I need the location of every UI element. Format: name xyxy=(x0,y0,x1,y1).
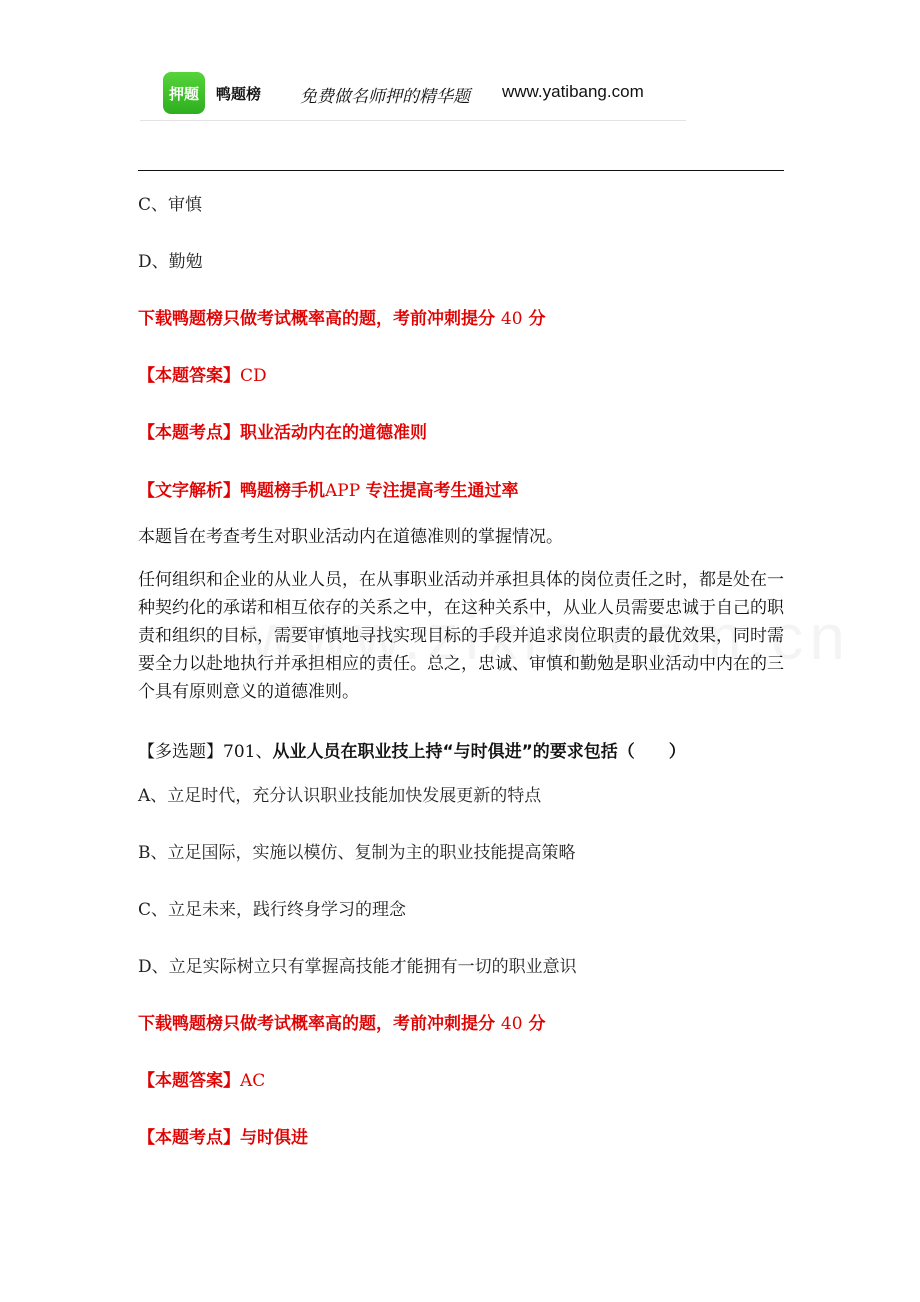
answer-value: AC xyxy=(240,1071,266,1091)
analysis-app: APP xyxy=(325,481,361,501)
promo-number: 40 xyxy=(500,309,523,329)
question-number: 701、 xyxy=(223,742,273,762)
q700-option-c xyxy=(138,194,202,216)
logo-name: 鸭题榜 xyxy=(216,85,262,103)
option-text: 立足国际，实施以模仿、复制为主的职业技能提高策略 xyxy=(167,843,576,863)
header-slogan: 免费做名师押的精华题 xyxy=(300,87,470,107)
option-text: 审慎 xyxy=(168,195,203,215)
header-divider xyxy=(138,170,784,171)
page-header xyxy=(140,70,686,121)
q700-explain-1: 本题旨在考查考生对职业活动内在道德准则的掌握情况。 xyxy=(138,527,563,547)
answer-label: 【本题答案】 xyxy=(138,1071,240,1091)
promo-number: 40 xyxy=(500,1014,523,1034)
q701-option-c xyxy=(138,899,406,921)
option-mark: C、 xyxy=(138,195,169,215)
q701-promo xyxy=(138,1013,545,1035)
option-mark: D、 xyxy=(138,957,169,977)
analysis-text-2: 专注提高考生通过率 xyxy=(365,481,519,501)
option-text: 立足未来，践行终身学习的理念 xyxy=(168,900,407,920)
promo-unit: 分 xyxy=(528,309,546,329)
promo-unit: 分 xyxy=(528,1014,546,1034)
q701-option-b xyxy=(138,842,576,864)
point-value: 职业活动内在的道德准则 xyxy=(240,423,427,443)
logo-badge: 押题 xyxy=(163,72,205,114)
q700-point xyxy=(138,422,427,444)
option-mark: A、 xyxy=(138,786,168,806)
q701-option-a xyxy=(138,785,541,807)
q701-option-d xyxy=(138,956,577,978)
q700-analysis xyxy=(138,480,519,502)
question-text: 从业人员在职业技上持“与时俱进”的要求包括（ ） xyxy=(272,742,686,762)
q701-stem xyxy=(138,741,686,763)
option-mark: B、 xyxy=(138,843,168,863)
promo-text: 下载鸭题榜只做考试概率高的题，考前冲刺提分 xyxy=(138,1014,495,1034)
question-type: 【多选题】 xyxy=(138,742,223,762)
option-text: 立足时代，充分认识职业技能加快发展更新的特点 xyxy=(167,786,542,806)
q700-option-d xyxy=(138,251,203,273)
option-text: 勤勉 xyxy=(168,252,203,272)
option-text: 立足实际树立只有掌握高技能才能拥有一切的职业意识 xyxy=(168,957,577,977)
option-mark: D、 xyxy=(138,252,169,272)
analysis-label: 【文字解析】 xyxy=(138,481,240,501)
q701-answer xyxy=(138,1070,265,1092)
q700-promo xyxy=(138,308,545,330)
q700-answer xyxy=(138,365,267,387)
point-value: 与时俱进 xyxy=(240,1128,308,1148)
option-mark: C、 xyxy=(138,900,169,920)
promo-text: 下载鸭题榜只做考试概率高的题，考前冲刺提分 xyxy=(138,309,495,329)
point-label: 【本题考点】 xyxy=(138,1128,240,1148)
q700-explain-2: 任何组织和企业的从业人员，在从事职业活动并承担具体的岗位责任之时，都是处在一种契约化的承诺和相互依存的关系之中，在这种关系中，从业人员需要忠诚于自己的职责和组织的目标，需要审慎地寻找实现目标的手段并追求岗位职责的最优效果，同时需要全力以赴地执行并承担相应的责任。总之，忠诚、审慎和勤勉是职业活动中内在的三个具有原则意义的道德准则。 xyxy=(138,570,784,702)
site-url[interactable]: www.yatibang.com xyxy=(502,82,644,101)
answer-label: 【本题答案】 xyxy=(138,366,240,386)
point-label: 【本题考点】 xyxy=(138,423,240,443)
answer-value: CD xyxy=(240,366,267,386)
analysis-text: 鸭题榜手机 xyxy=(240,481,325,501)
q701-point xyxy=(138,1127,308,1149)
